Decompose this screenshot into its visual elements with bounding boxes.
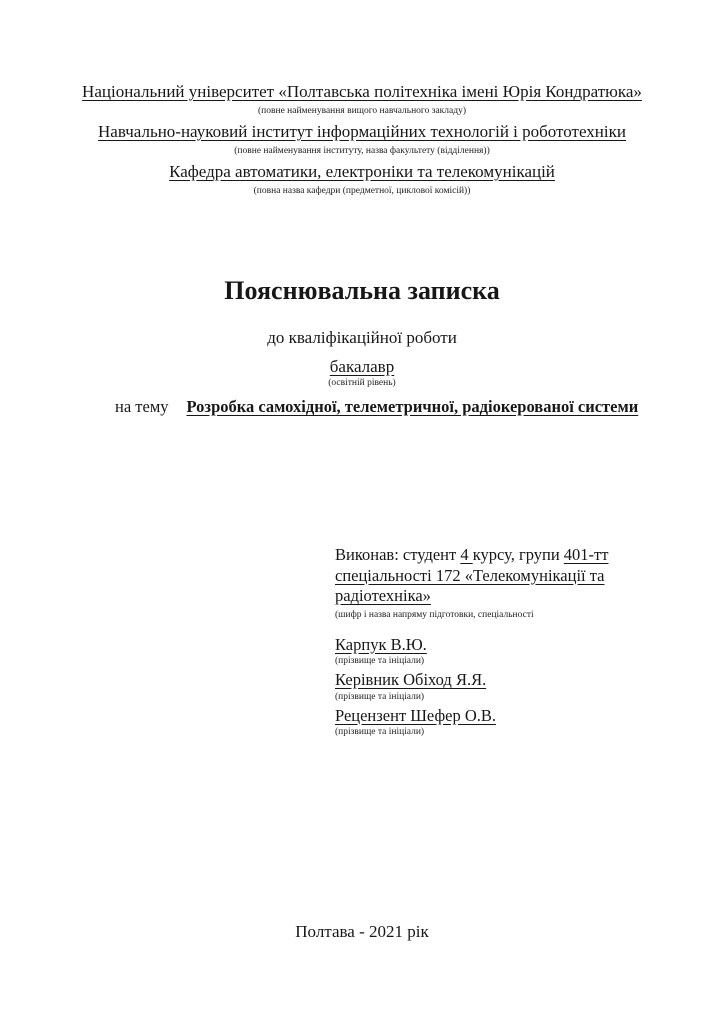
topic-row (115, 397, 674, 417)
university-name: Національний університет «Полтавська політехніка імені Юрія Кондратюка» (82, 82, 642, 101)
specialty-line-2: радіотехніка» (335, 586, 431, 605)
title-block (40, 276, 684, 388)
names-group (335, 635, 685, 739)
student-name: Карпук В.Ю. (335, 634, 427, 654)
document-title: Пояснювальна записка (224, 276, 500, 305)
degree-level: бакалавр (329, 357, 395, 376)
supervisor-name: Керівник Обіход Я.Я. (335, 670, 487, 689)
department-caption: (повна назва кафедри (предметної, циклової комісій)) (253, 186, 471, 196)
supervisor-caption: (прізвище та ініціали) (335, 691, 425, 702)
reviewer-caption: (прізвище та ініціали) (335, 727, 425, 737)
performer-line-1 (335, 545, 685, 566)
exec-course: 4 (460, 545, 473, 564)
reviewer-name: Рецензент Шефер О.В. (335, 705, 497, 725)
institution-header (40, 82, 684, 202)
institute-name: Навчально-науковий інститут інформаційних технологій і робототехніки (98, 122, 626, 141)
institute-caption: (повне найменування інституту, назва факультету (відділення)) (234, 146, 490, 156)
department-name: Кафедра автоматики, електроніки та телекомунікацій (169, 162, 555, 181)
topic-label: на тему (115, 397, 169, 416)
specialty-caption: (шифр і назва напряму підготовки, спеціальності (335, 609, 534, 620)
university-caption: (повне найменування вищого навчального закладу) (258, 106, 466, 116)
specialty-line-1: спеціальності 172 «Телекомунікації та (335, 565, 605, 585)
topic-title: Розробка самохідної, телеметричної, радіокерованої системи (186, 397, 639, 416)
city-year-footer: Полтава - 2021 рік (295, 922, 429, 941)
exec-prefix: Виконав: студент (335, 545, 461, 564)
exec-mid: курсу, групи (472, 545, 564, 564)
degree-caption: (освітній рівень) (328, 378, 396, 388)
document-subtitle: до кваліфікаційної роботи (267, 328, 457, 347)
exec-group: 401-тт (563, 545, 609, 564)
student-caption: (прізвище та ініціали) (335, 656, 425, 666)
performer-block (335, 545, 685, 741)
